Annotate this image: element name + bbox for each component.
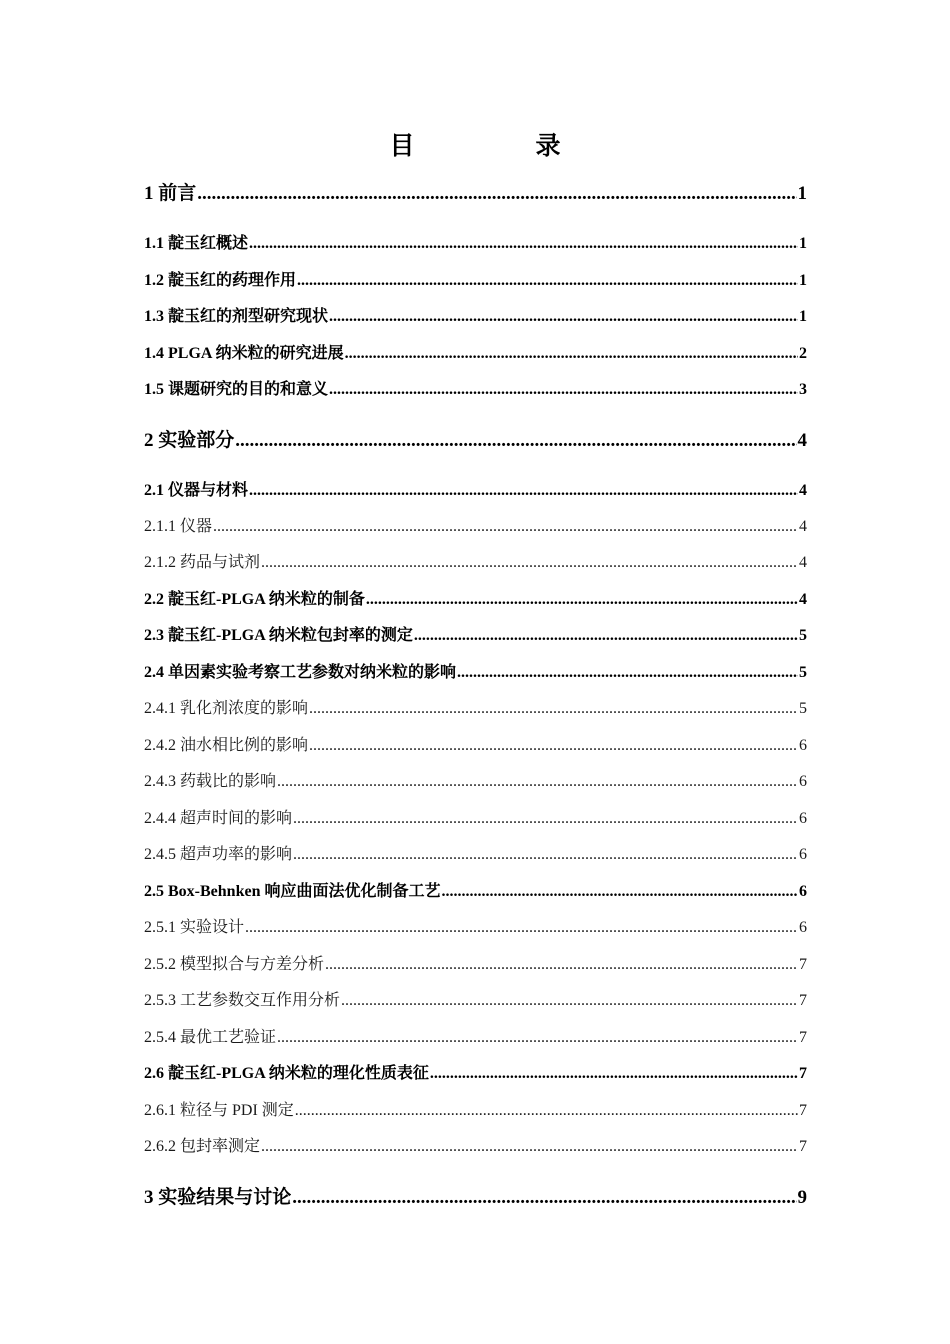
- toc-entry-page-number: 1: [799, 272, 807, 289]
- dot-leader: [293, 810, 798, 828]
- dot-leader: [213, 518, 798, 536]
- toc-entry-label: 1 前言: [144, 183, 197, 204]
- dot-leader: [309, 700, 798, 718]
- dot-leader: [457, 664, 798, 682]
- toc-entry[interactable]: [144, 178, 807, 205]
- toc-entry[interactable]: [144, 230, 807, 253]
- toc-entry-label: 1.5 课题研究的目的和意义: [144, 381, 329, 398]
- dot-leader: [441, 883, 798, 901]
- toc-entry[interactable]: [144, 376, 807, 399]
- dot-leader: [249, 235, 798, 253]
- toc-entry-page-number: 6: [799, 773, 807, 790]
- toc-entry-label: 2.2 靛玉红-PLGA 纳米粒的制备: [144, 591, 365, 608]
- toc-entry-page-number: 6: [799, 810, 807, 827]
- toc-entry-label: 2.4.3 药载比的影响: [144, 773, 277, 790]
- toc-entry-label: 2.4.2 油水相比例的影响: [144, 737, 309, 754]
- dot-leader: [309, 737, 798, 755]
- toc-entry-label: 2.4 单因素实验考察工艺参数对纳米粒的影响: [144, 664, 457, 681]
- toc-entry-label: 2.1.1 仪器: [144, 518, 213, 535]
- toc-entry-page-number: 7: [799, 1065, 807, 1082]
- toc-entry-page-number: 6: [799, 846, 807, 863]
- toc-entry-page-number: 5: [799, 664, 807, 681]
- toc-entry-label: 1.1 靛玉红概述: [144, 235, 249, 252]
- toc-entry-page-number: 7: [799, 1102, 807, 1119]
- toc-title: 目 录: [389, 133, 609, 160]
- toc-entry[interactable]: [144, 987, 807, 1010]
- toc-entry-label: 2.4.1 乳化剂浓度的影响: [144, 700, 309, 717]
- toc-entry[interactable]: [144, 1182, 807, 1209]
- dot-leader: [345, 345, 798, 363]
- toc-entry[interactable]: [144, 805, 807, 828]
- toc-entry-page-number: 7: [799, 1029, 807, 1046]
- toc-entry-page-number: 1: [799, 308, 807, 325]
- toc-entry-label: 3 实验结果与讨论: [144, 1187, 292, 1208]
- toc-entry[interactable]: [144, 425, 807, 452]
- toc-entry[interactable]: [144, 1024, 807, 1047]
- dot-leader: [292, 1187, 796, 1209]
- dot-leader: [293, 846, 798, 864]
- toc-entry-page-number: 4: [799, 554, 807, 571]
- dot-leader: [329, 308, 798, 326]
- toc-entry[interactable]: [144, 768, 807, 791]
- dot-leader: [277, 1029, 798, 1047]
- toc-entry[interactable]: [144, 951, 807, 974]
- toc-entry-page-number: 5: [799, 627, 807, 644]
- toc-entry-page-number: 4: [799, 518, 807, 535]
- toc-entry[interactable]: [144, 267, 807, 290]
- dot-leader: [249, 482, 798, 500]
- toc-entry-page-number: 6: [799, 737, 807, 754]
- dot-leader: [414, 627, 798, 645]
- toc-entry-page-number: 7: [799, 992, 807, 1009]
- toc-entry-page-number: 3: [799, 381, 807, 398]
- dot-leader: [197, 183, 796, 205]
- toc-entry-label: 2.5 Box-Behnken 响应曲面法优化制备工艺: [144, 883, 441, 900]
- toc-entry[interactable]: [144, 340, 807, 363]
- dot-leader: [261, 1138, 798, 1156]
- dot-leader: [325, 956, 798, 974]
- toc-entry[interactable]: [144, 549, 807, 572]
- toc-entry-page-number: 7: [799, 956, 807, 973]
- toc-entry-page-number: 6: [799, 919, 807, 936]
- toc-entry-page-number: 7: [799, 1138, 807, 1155]
- toc-entry[interactable]: [144, 695, 807, 718]
- dot-leader: [277, 773, 798, 791]
- dot-leader: [341, 992, 798, 1010]
- toc-entry-page-number: 5: [799, 700, 807, 717]
- toc-entry-label: 2.5.1 实验设计: [144, 919, 245, 936]
- toc-entry-page-number: 6: [799, 883, 807, 900]
- toc-entry-page-number: 9: [797, 1187, 807, 1208]
- toc-entry-label: 1.2 靛玉红的药理作用: [144, 272, 297, 289]
- toc-entry-label: 2.1.2 药品与试剂: [144, 554, 261, 571]
- toc-entry-label: 2 实验部分: [144, 430, 235, 451]
- toc-entry-label: 2.1 仪器与材料: [144, 482, 249, 499]
- dot-leader: [261, 554, 798, 572]
- toc-entry-page-number: 4: [799, 591, 807, 608]
- dot-leader: [297, 272, 798, 290]
- toc-entry[interactable]: [144, 1097, 807, 1120]
- toc-entry-label: 1.4 PLGA 纳米粒的研究进展: [144, 345, 344, 362]
- toc-entry-label: 2.5.3 工艺参数交互作用分析: [144, 992, 341, 1009]
- toc-entry[interactable]: [144, 303, 807, 326]
- toc-entry[interactable]: [144, 586, 807, 609]
- dot-leader: [245, 919, 798, 937]
- toc-entry-page-number: 2: [799, 345, 807, 362]
- toc-entry-label: 1.3 靛玉红的剂型研究现状: [144, 308, 329, 325]
- dot-leader: [329, 381, 798, 399]
- dot-leader: [235, 430, 796, 452]
- dot-leader: [430, 1065, 798, 1083]
- toc-entry-page-number: 1: [799, 235, 807, 252]
- toc-entry-label: 2.6 靛玉红-PLGA 纳米粒的理化性质表征: [144, 1065, 429, 1082]
- toc-entry-label: 2.4.4 超声时间的影响: [144, 810, 293, 827]
- toc-entry[interactable]: [144, 659, 807, 682]
- toc-entry-label: 2.6.1 粒径与 PDI 测定: [144, 1102, 294, 1119]
- toc-entry[interactable]: [144, 1133, 807, 1156]
- toc-entry[interactable]: [144, 622, 807, 645]
- toc-entry[interactable]: [144, 841, 807, 864]
- dot-leader: [366, 591, 798, 609]
- toc-entry-label: 2.6.2 包封率测定: [144, 1138, 261, 1155]
- toc-entry-label: 2.5.4 最优工艺验证: [144, 1029, 277, 1046]
- toc-entry-page-number: 1: [797, 183, 807, 204]
- toc-entry[interactable]: [144, 513, 807, 536]
- toc-entry-label: 2.5.2 模型拟合与方差分析: [144, 956, 325, 973]
- toc-entry[interactable]: [144, 1060, 807, 1083]
- dot-leader: [295, 1102, 798, 1120]
- toc-entry-page-number: 4: [797, 430, 807, 451]
- toc-entry-label: 2.4.5 超声功率的影响: [144, 846, 293, 863]
- toc-entry[interactable]: [144, 878, 807, 901]
- toc-entry-page-number: 4: [799, 482, 807, 499]
- toc-entry[interactable]: [144, 914, 807, 937]
- toc-entry[interactable]: [144, 732, 807, 755]
- toc-entry-label: 2.3 靛玉红-PLGA 纳米粒包封率的测定: [144, 627, 413, 644]
- toc-entry[interactable]: [144, 477, 807, 500]
